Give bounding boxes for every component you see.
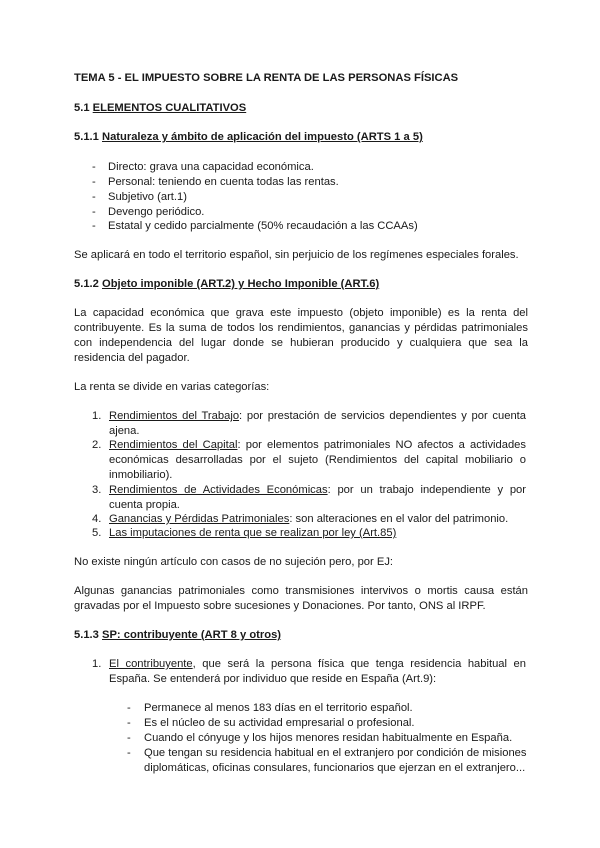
section-5-1-3-heading [74, 628, 281, 643]
section-5-1-label: ELEMENTOS CUALITATIVOS [92, 102, 247, 114]
paragraph: La renta se divide en varias categorías: [74, 381, 270, 393]
list-item: 2. Rendimientos del Capital: por elementos patrimoniales NO afectos a actividades económicas desarrolladas por el sujeto (Rendimientos del capital mobiliario o inmobiliario). [92, 439, 527, 481]
section-5-1-1-heading [74, 130, 423, 145]
section-5-1-1-label: Naturaleza y ámbito de aplicación del impuesto (ARTS 1 a 5) [102, 131, 423, 143]
section-5-1-number: 5.1 [74, 102, 93, 114]
document-page: TEMA 5 - EL IMPUESTO SOBRE LA RENTA DE LAS PERSONAS FÍSICAS 5.1 ELEMENTOS CUALITATIVOS 5.1.1 Naturaleza y ámbito de aplicación del impuesto (ARTS 1 a 5) - Directo: grava una capacidad económica. - Personal: teniendo en cuenta todas las rentas. - Subjetivo (art.1) - Devengo periódico. - Estatal y cedido parcialmente (50% recaudación a las CCAAs) Se aplicará en todo el territorio español, sin perjuicio de los regímenes especiales forales. 5.1.2 Objeto imponible (ART.2) y Hecho Imponible (ART.6) La capacidad económica que grava este impuesto (objeto imponible) es la renta del contribuyente. Es la suma de todos los rendimientos, ganancias y pérdidas patrimoniales con independencia del lugar donde se hubieran producido y cualquiera que sea la residencia del pagador. La renta se divide en varias categorías: 1. Rendimientos del Trabajo: por prestación de servicios dependientes y por cuenta ajena. 2. Rendimientos del Capital: por elementos patrimoniales NO afectos a actividades económicas desarrolladas por el sujeto (Rendimientos del capital mobiliario o inmobiliario). 3. Rendimientos de Actividades Económicas: por un trabajo independiente y por cuenta propia. 4. Ganancias y Pérdidas Patrimoniales: son alteraciones en el valor del patrimonio. 5. Las imputaciones de renta que se realizan por ley (Art.85) No existe ningún artículo con casos de no sujeción pero, por EJ: Algunas ganancias patrimoniales como transmisiones intervivos o mortis causa están gravadas por el Impuesto sobre sucesiones y Donaciones. Por tanto, ONS al IRPF. 5.1.3 SP: contribuyente (ART 8 y otros) 1. El contribuyente, que será la persona física que tenga residencia habitual en España. Se entenderá por individuo que reside en España (Art.9): - Permanece al menos 183 días en el territorio español. - Es el núcleo de su actividad empresarial o profesional. - Cuando el cónyuge y los hijos menores residan habitualmente en España. - Que tengan su residencia habitual en el extranjero por condición de misiones diplomáticas, oficinas consulares, funcionarios que ejerzan en el extranjero... [74, 72, 528, 774]
document-title: TEMA 5 - EL IMPUESTO SOBRE LA RENTA DE LAS PERSONAS FÍSICAS [74, 72, 459, 84]
section-5-1-heading [74, 101, 246, 116]
list-item: 1. El contribuyente, que será la persona física que tenga residencia habitual en España. Se entenderá por individuo que reside en España (Art.9): [92, 658, 526, 685]
paragraph: Se aplicará en todo el territorio español, sin perjuicio de los regímenes especiales forales. [74, 249, 519, 261]
section-5-1-3-label: SP: contribuyente (ART 8 y otros) [102, 629, 282, 641]
list-item: 4. Ganancias y Pérdidas Patrimoniales: son alteraciones en el valor del patrimonio. [92, 513, 509, 525]
list-item: 3. Rendimientos de Actividades Económicas: por un trabajo independiente y por cuenta propia. [92, 484, 527, 511]
paragraph: La capacidad económica que grava este impuesto (objeto imponible) es la renta del contribuyente. Es la suma de todos los rendimientos, ganancias y pérdidas patrimoniales con independencia del lugar donde se hubieran producido y cualquiera que sea la residencia del pagador. [74, 307, 528, 364]
section-5-1-2-heading [74, 277, 379, 292]
paragraph: Algunas ganancias patrimoniales como transmisiones intervivos o mortis causa están gravadas por el Impuesto sobre sucesiones y Donaciones. Por tanto, ONS al IRPF. [74, 585, 528, 612]
paragraph: No existe ningún artículo con casos de no sujeción pero, por EJ: [74, 556, 394, 568]
section-5-1-2-number: 5.1.2 [74, 278, 102, 290]
list-item-continuation: diplomáticas, oficinas consulares, funcionarios que ejerzan en el extranjero... [144, 762, 526, 774]
list-item: 1. Rendimientos del Trabajo: por prestación de servicios dependientes y por cuenta ajena. [92, 410, 526, 437]
section-5-1-2-label: Objeto imponible (ART.2) y Hecho Imponible (ART.6) [102, 278, 380, 290]
section-5-1-3-number: 5.1.3 [74, 629, 102, 641]
list-item: 5. Las imputaciones de renta que se realizan por ley (Art.85) [92, 527, 397, 539]
section-5-1-1-number: 5.1.1 [74, 131, 102, 143]
